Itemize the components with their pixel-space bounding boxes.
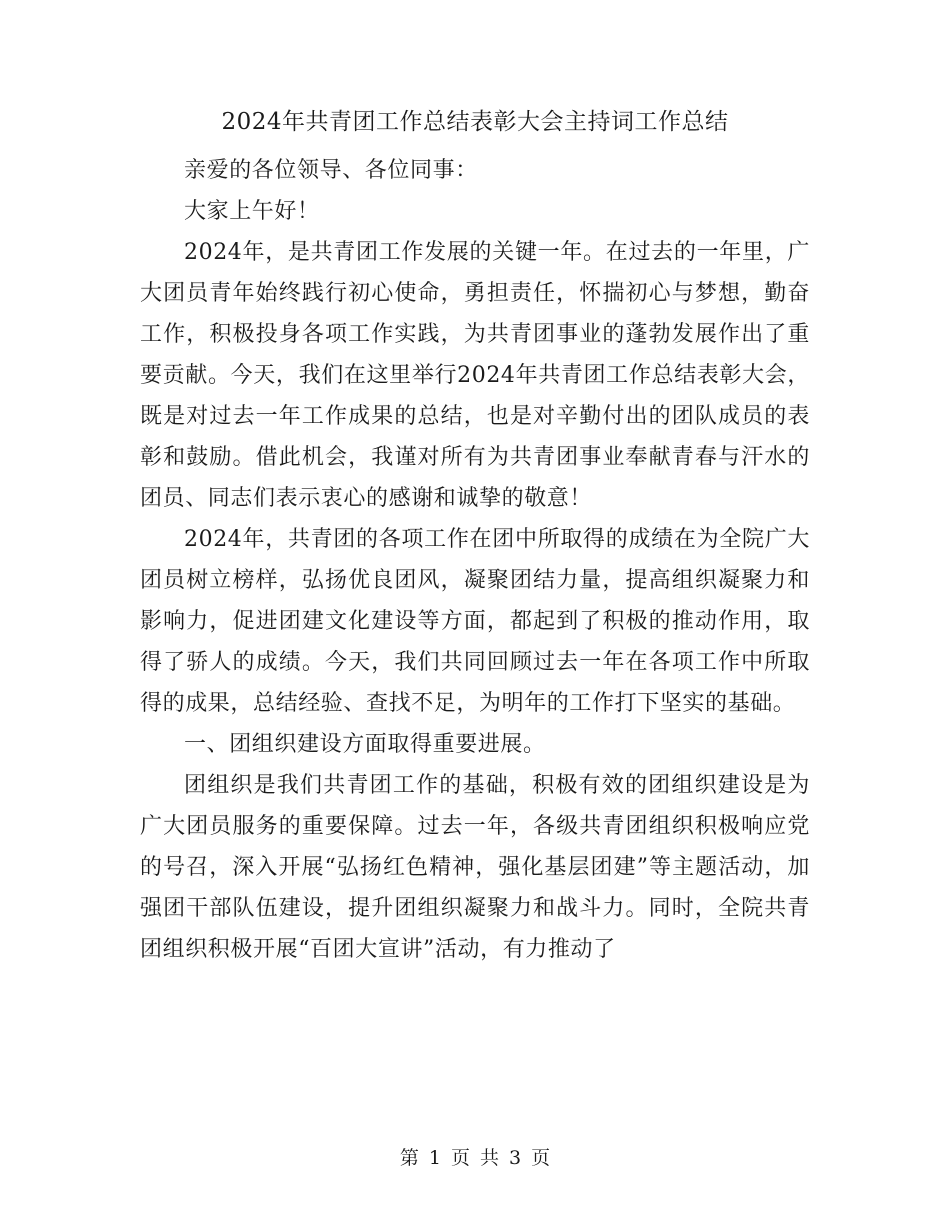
document-body: [140, 150, 810, 970]
paragraph-intro: 2024年，是共青团工作发展的关键一年。在过去的一年里，广大团员青年始终践行初心使命，勇担责任，怀揣初心与梦想，勤奋工作，积极投身各项工作实践，为共青团事业的蓬勃发展作出了重要贡献。今天，我们在这里举行2024年共青团工作总结表彰大会，既是对过去一年工作成果的总结，也是对辛勤付出的团队成员的表彰和鼓励。借此机会，我谨对所有为共青团事业奉献青春与汗水的团员、同志们表示衷心的感谢和诚挚的敬意！: [140, 240, 810, 511]
paragraph-salutation: 亲爱的各位领导、各位同事：: [184, 158, 478, 183]
document-title: 2024年共青团工作总结表彰大会主持词工作总结: [221, 109, 729, 135]
section-heading-1: 一、团组织建设方面取得重要进展。: [184, 732, 546, 757]
paragraph-achievements: 2024年，共青团的各项工作在团中所取得的成绩在为全院广大团员树立榜样，弘扬优良团风，凝聚团结力量，提高组织凝聚力和影响力，促进团建文化建设等方面，都起到了积极的推动作用，取得了骄人的成绩。今天，我们共同回顾过去一年在各项工作中所取得的成果，总结经验、查找不足，为明年的工作打下坚实的基础。: [140, 527, 810, 716]
paragraph-organization: 团组织是我们共青团工作的基础，积极有效的团组织建设是为广大团员服务的重要保障。过去一年，各级共青团组织积极响应党的号召，深入开展“弘扬红色精神，强化基层团建”等主题活动，加强团干部队伍建设，提升团组织凝聚力和战斗力。同时，全院共青团组织积极开展“百团大宣讲”活动，有力推动了: [140, 773, 810, 962]
paragraph-greeting: 大家上午好！: [184, 199, 320, 224]
page-number-footer: 第 1 页 共 3 页: [399, 1147, 551, 1169]
